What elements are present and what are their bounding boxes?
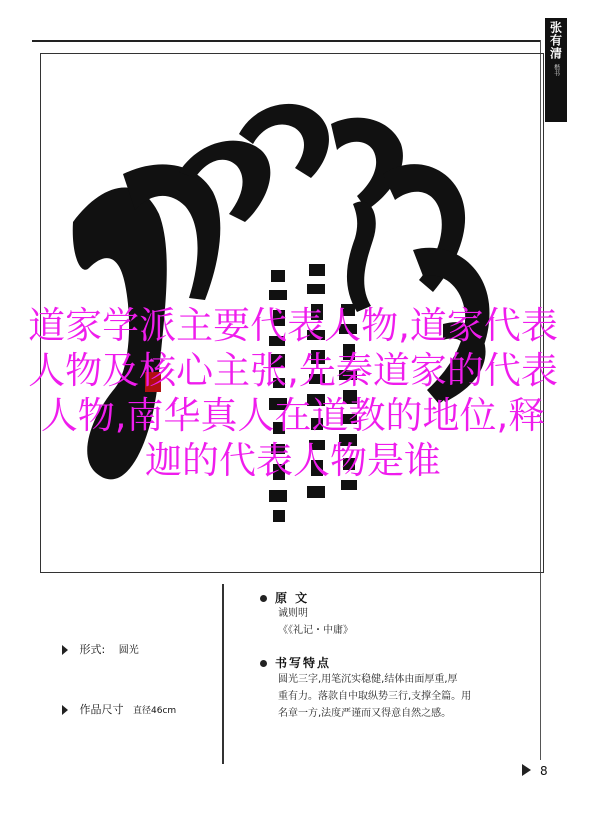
features-line-1: 圆光三字,用笔沉实稳健,结体由面厚重,厚 [278,674,458,685]
features-line-2: 重有力。落款自中取纵势三行,支撑全篇。用 [278,691,472,702]
form-value: 圆光 [118,645,139,656]
form-label: 形式: [79,643,106,656]
size-label: 作品尺寸 [79,703,124,716]
original-title: 原 文 [275,591,310,605]
size-bullet-icon [62,705,68,715]
size-row [62,701,176,717]
page-number: 8 [540,764,548,778]
features-heading [260,654,331,671]
features-bullet-icon [260,660,267,667]
original-line1: 诚则明 [278,608,308,619]
features-title: 书写特点 [275,656,332,670]
overlay-title: 道家学派主要代表人物,道家代表人物及核心主张,先秦道家的代表人物,南华真人在道教的地位,释迦的代表人物是谁 [28,304,558,482]
page-arrow-icon [522,764,531,776]
original-line2: 《《礼记・中庸》 [278,625,353,636]
form-bullet-icon [62,645,68,655]
original-bullet-icon [260,595,267,602]
top-rule [32,40,540,42]
original-text-heading [260,589,309,606]
side-tab-title: 张有清 [548,21,563,60]
size-value: 直径46cm [133,706,177,716]
form-row [62,641,139,657]
features-line-3: 名章一方,法度严谨而又得意自然之感。 [278,708,452,719]
side-tab [545,18,567,122]
side-tab-subtitle: 楷书 [552,64,560,76]
